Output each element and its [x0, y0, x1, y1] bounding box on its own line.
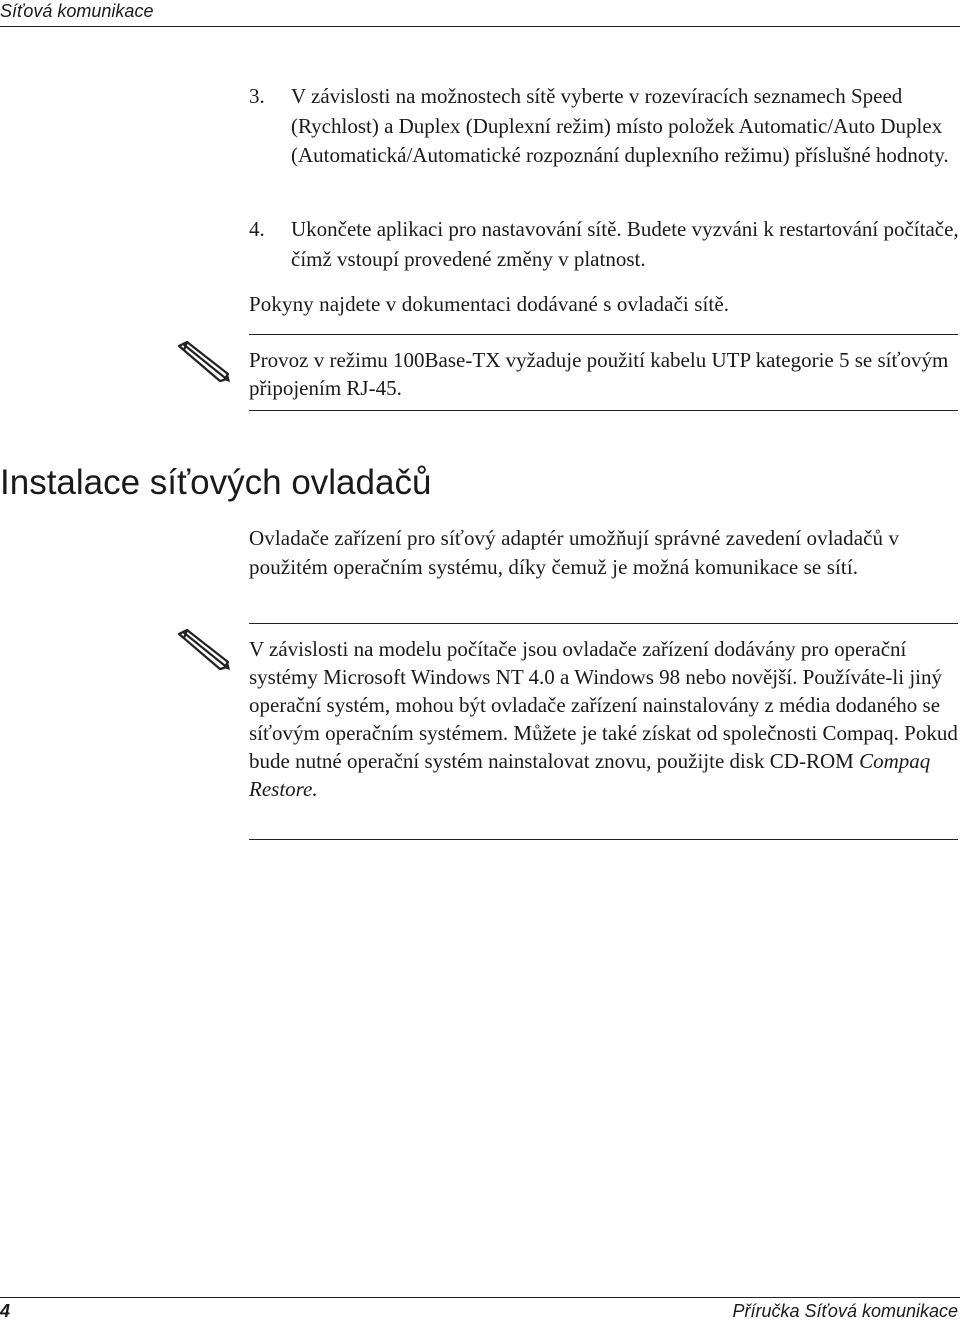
product-name: Compaq Restore. — [249, 749, 931, 801]
note-body: V závislosti na modelu počítače jsou ovladače zařízení dodávány pro operační systémy Microsoft Windows NT 4.0 a Windows 98 nebo novější. Používáte-li jiný operační systém, mohou být ovladače zařízení nainstalovány z média dodaného se síťovým operačním systémem. Můžete je také získat od společnosti Compaq. Pokud bude nutné operační systém nainstalovat znovu, použijte disk CD-ROM — [249, 637, 958, 773]
instructions-paragraph: Pokyny najdete v dokumentaci dodávané s ovladači sítě. — [249, 292, 730, 316]
step-number: 4. — [249, 217, 265, 241]
step-text: V závislosti na možnostech sítě vyberte v rozevíracích seznamech Speed (Rychlost) a Duplex (Duplexní režim) místo položek Automatic/Auto Duplex (Automatická/Automatické rozpoznání duplexního režimu) příslušné hodnoty. — [291, 84, 949, 167]
running-head: Síťová komunikace — [0, 1, 154, 21]
note-top-rule — [249, 334, 958, 335]
note-text: Provoz v režimu 100Base-TX vyžaduje použití kabelu UTP kategorie 5 se síťovým připojením RJ-45. — [249, 348, 949, 400]
section-heading: Instalace síťových ovladačů — [0, 463, 432, 502]
step-3 — [249, 82, 960, 171]
pencil-icon — [176, 340, 232, 384]
step-text: Ukončete aplikaci pro nastavování sítě. Budete vyzváni k restartování počítače, čímž vstoupí provedené změny v platnost. — [291, 217, 959, 271]
note-text — [249, 635, 960, 803]
running-foot: Příručka Síťová komunikace — [732, 1301, 958, 1321]
header-divider — [0, 26, 960, 27]
section-paragraph: Ovladače zařízení pro síťový adaptér umožňují správné zavedení ovladačů v použitém operačním systému, díky čemuž je možná komunikace se sítí. — [249, 526, 900, 579]
note-bottom-rule — [249, 839, 958, 840]
note-top-rule — [249, 623, 958, 624]
step-number: 3. — [249, 84, 265, 108]
pencil-icon — [176, 628, 232, 672]
page-number: 4 — [0, 1301, 11, 1321]
note-bottom-rule — [249, 410, 958, 411]
step-4 — [249, 215, 960, 274]
footer-divider — [0, 1297, 960, 1298]
